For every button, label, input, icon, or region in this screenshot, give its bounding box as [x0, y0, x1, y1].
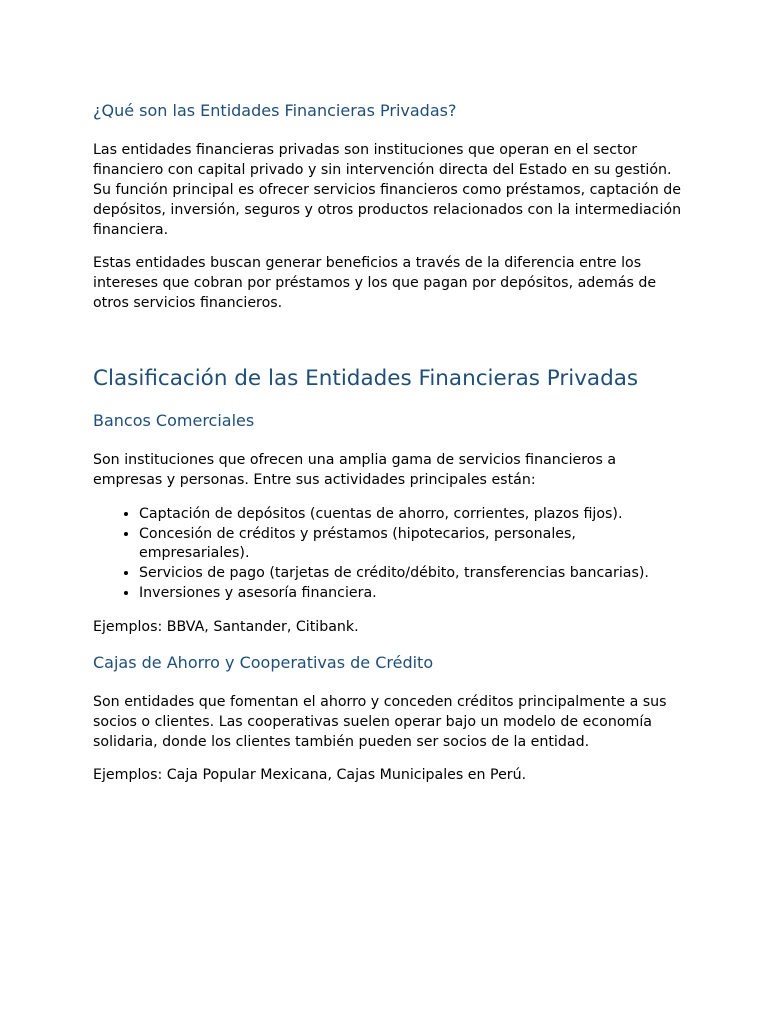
bancos-activities-list [93, 505, 683, 604]
paragraph-bancos-examples: Ejemplos: BBVA, Santander, Citibank. [93, 618, 359, 635]
subheading-bancos-comerciales: Bancos Comerciales [93, 410, 255, 430]
list-item: • Captación de depósitos (cuentas de ahorro, corrientes, plazos fijos). [139, 505, 683, 525]
section-heading-clasificacion: Clasificación de las Entidades Financieras Privadas [93, 365, 639, 391]
paragraph-definition: Las entidades financieras privadas son instituciones que operan en el sector financiero con capital privado y sin intervención directa del Estado en su gestión. Su función principal es ofrecer servicios financieros como préstamos, captación de depósitos, inversión, seguros y otros productos relacionados con la intermediación financiera. [93, 142, 682, 238]
paragraph-cajas-intro: Son entidades que fomentan el ahorro y conceden créditos principalmente a sus socios o clientes. Las cooperativas suelen operar bajo un modelo de economía solidaria, donde los clientes también pueden ser socios de la entidad. [93, 693, 667, 750]
paragraph-beneficios: Estas entidades buscan generar beneficios a través de la diferencia entre los intereses que cobran por préstamos y los que pagan por depósitos, además de otros servicios financieros. [93, 255, 657, 311]
document-page [93, 100, 683, 800]
list-item: • Servicios de pago (tarjetas de crédito/débito, transferencias bancarias). [139, 564, 683, 584]
list-item: • Concesión de créditos y préstamos (hipotecarios, personales, empresariales). [139, 525, 683, 565]
paragraph-cajas-examples: Ejemplos: Caja Popular Mexicana, Cajas Municipales en Perú. [93, 767, 527, 784]
list-item: • Inversiones y asesoría financiera. [139, 584, 683, 604]
section-heading-que-son: ¿Qué son las Entidades Financieras Privadas? [93, 101, 457, 120]
subheading-cajas-cooperativas: Cajas de Ahorro y Cooperativas de Crédito [93, 652, 434, 672]
paragraph-bancos-intro: Son instituciones que ofrecen una amplia gama de servicios financieros a empresas y personas. Entre sus actividades principales están: [93, 452, 617, 488]
